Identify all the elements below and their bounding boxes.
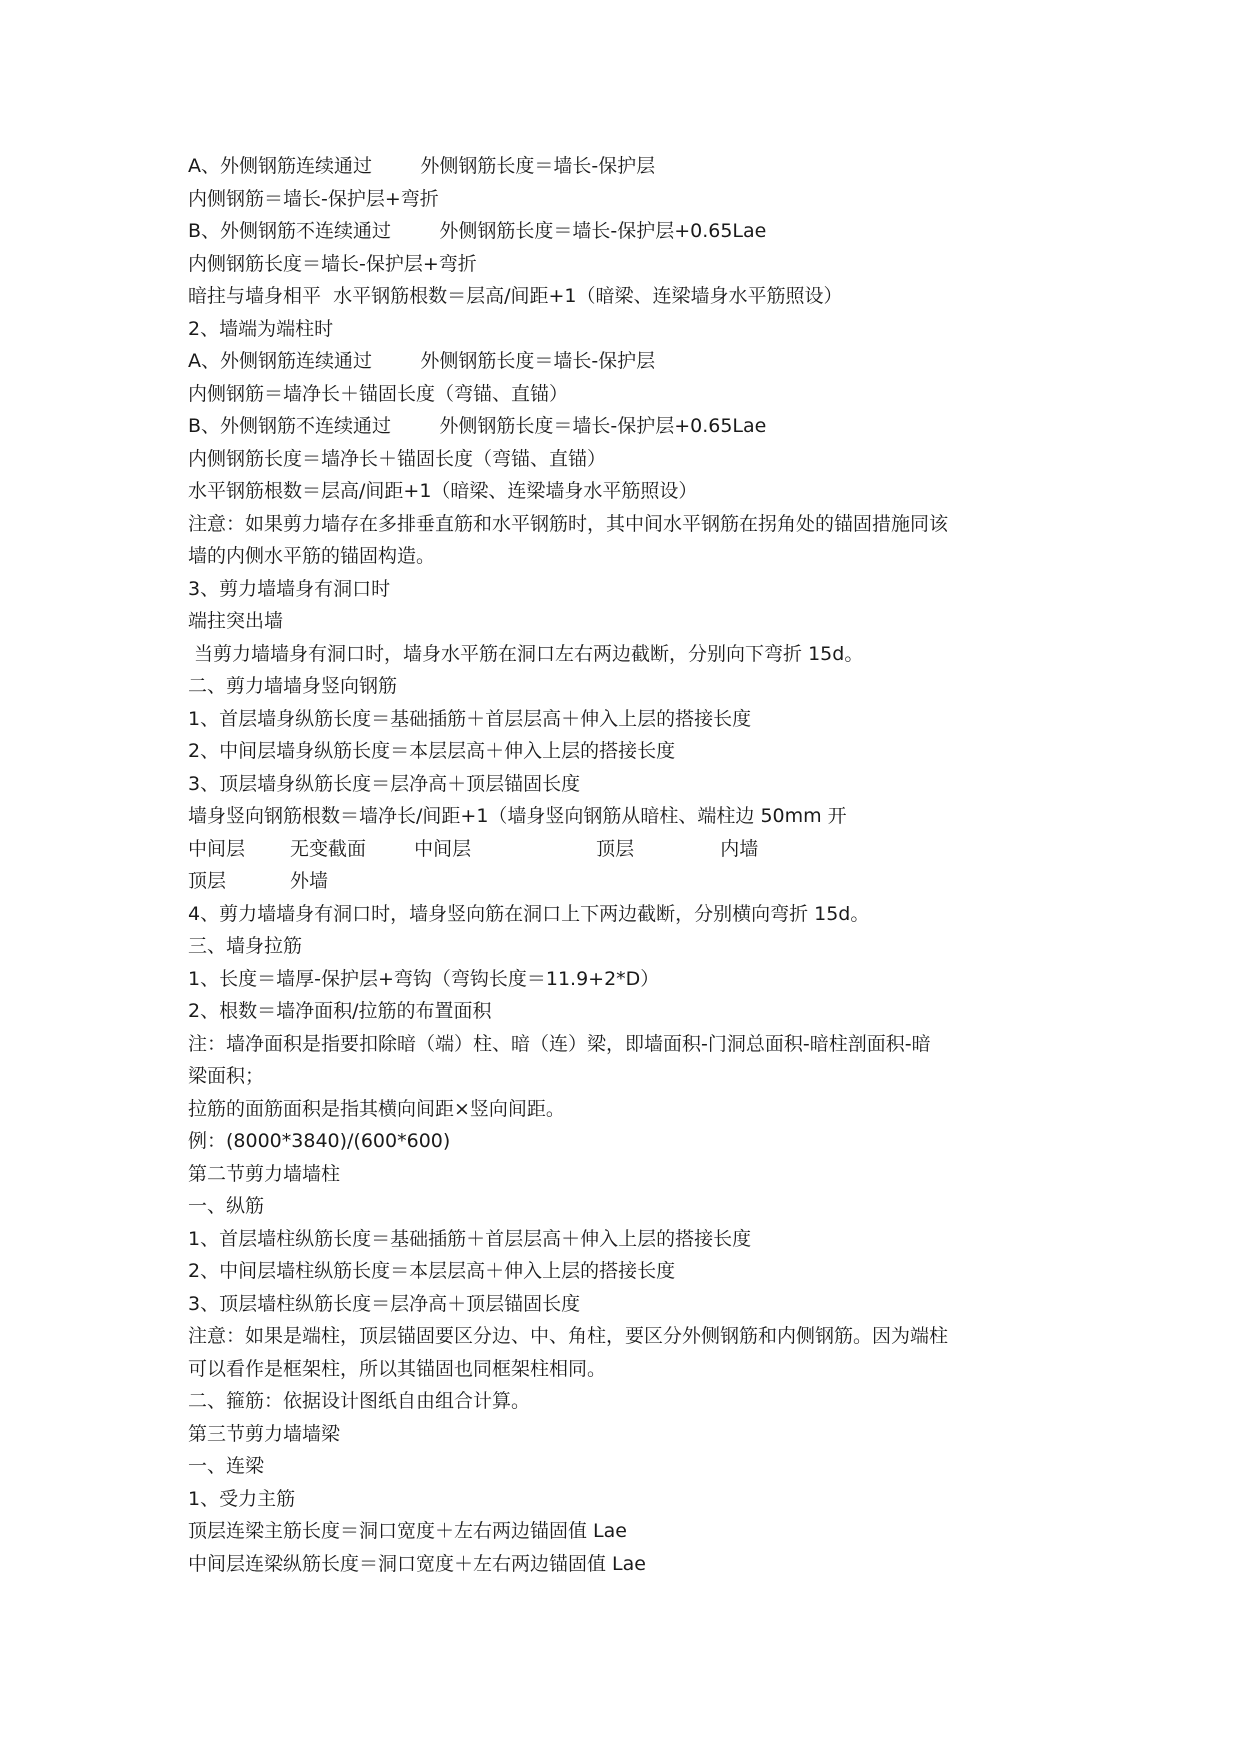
- figure-label: 外墙: [290, 870, 329, 892]
- text-line: 注意：如果是端柱，顶层锚固要区分边、中、角柱，要区分外侧钢筋和内侧钢筋。因为端柱: [188, 1325, 949, 1347]
- text-line: 当剪力墙墙身有洞口时，墙身水平筋在洞口左右两边截断，分别向下弯折 15d。: [188, 642, 864, 665]
- text-line: 2、根数＝墙净面积/拉筋的布置面积: [188, 1000, 492, 1022]
- text-line: B、外侧钢筋不连续通过 外侧钢筋长度＝墙长-保护层+0.65Lae: [188, 220, 767, 242]
- figure-label: 中间层: [414, 837, 472, 860]
- text-line: 内侧钢筋＝墙净长＋锚固长度（弯锚、直锚）: [188, 382, 569, 405]
- text-line: 内侧钢筋＝墙长-保护层+弯折: [188, 187, 439, 210]
- text-line: 1、受力主筋: [188, 1487, 296, 1510]
- figure-label: 顶层: [188, 870, 227, 892]
- figure-label: 无变截面: [290, 837, 367, 860]
- text-line: 3、顶层墙身纵筋长度＝层净高＋顶层锚固长度: [188, 772, 581, 795]
- text-line: 1、长度＝墙厚-保护层+弯钩（弯钩长度＝11.9+2*D）: [188, 967, 660, 990]
- text-line: 水平钢筋根数＝层高/间距+1（暗梁、连梁墙身水平筋照设）: [188, 480, 698, 502]
- text-line: 中间层连梁纵筋长度＝洞口宽度＋左右两边锚固值 Lae: [188, 1552, 646, 1575]
- text-line: 4、剪力墙墙身有洞口时，墙身竖向筋在洞口上下两边截断，分别横向弯折 15d。: [188, 902, 870, 925]
- text-line: 2、中间层墙柱纵筋长度＝本层层高＋伸入上层的搭接长度: [188, 1260, 676, 1282]
- text-line: 墙身竖向钢筋根数＝墙净长/间距+1（墙身竖向钢筋从暗柱、端柱边 50mm 开: [188, 805, 847, 827]
- text-line: 注意：如果剪力墙存在多排垂直筋和水平钢筋时，其中间水平钢筋在拐角处的锚固措施同该: [188, 512, 949, 535]
- text-line: 1、首层墙柱纵筋长度＝基础插筋＋首层层高＋伸入上层的搭接长度: [188, 1227, 752, 1250]
- figure-label: 中间层: [188, 837, 246, 860]
- text-line: A、外侧钢筋连续通过 外侧钢筋长度＝墙长-保护层: [188, 155, 656, 177]
- section-heading: 第二节剪力墙墙柱: [188, 1162, 341, 1185]
- figure-label: 顶层: [596, 837, 635, 860]
- text-line: 墙的内侧水平筋的锚固构造。: [188, 545, 436, 567]
- text-line: A、外侧钢筋连续通过 外侧钢筋长度＝墙长-保护层: [188, 350, 656, 372]
- text-line: 注：墙净面积是指要扣除暗（端）柱、暗（连）梁，即墙面积-门洞总面积-暗柱剖面积-暗: [188, 1032, 931, 1055]
- text-line: 一、纵筋: [188, 1195, 265, 1217]
- text-line: 例：(8000*3840)/(600*600): [188, 1130, 451, 1152]
- text-line: 拉筋的面筋面积是指其横向间距×竖向间距。: [188, 1097, 565, 1120]
- text-line: 可以看作是框架柱，所以其锚固也同框架柱相同。: [188, 1357, 607, 1380]
- text-line: 3、剪力墙墙身有洞口时: [188, 577, 391, 600]
- text-line: 1、首层墙身纵筋长度＝基础插筋＋首层层高＋伸入上层的搭接长度: [188, 707, 752, 730]
- text-line: 端拄突出墙: [188, 610, 284, 632]
- text-line: 内侧钢筋长度＝墙净长＋锚固长度（弯锚、直锚）: [188, 447, 607, 470]
- figure-label: 内墙: [720, 837, 759, 860]
- figure-label-row: [188, 865, 1068, 898]
- text-line: 三、墙身拉筋: [188, 935, 303, 957]
- text-line: 3、顶层墙柱纵筋长度＝层净高＋顶层锚固长度: [188, 1292, 581, 1315]
- text-line: 2、墙端为端柱时: [188, 317, 334, 340]
- document-body: [188, 150, 1068, 1580]
- figure-label-row: [188, 833, 1068, 866]
- text-line: B、外侧钢筋不连续通过 外侧钢筋长度＝墙长-保护层+0.65Lae: [188, 415, 767, 437]
- text-line: 2、中间层墙身纵筋长度＝本层层高＋伸入上层的搭接长度: [188, 740, 676, 762]
- text-line: 梁面积；: [188, 1065, 265, 1087]
- text-line: 二、剪力墙墙身竖向钢筋: [188, 675, 398, 697]
- text-line: 顶层连梁主筋长度＝洞口宽度＋左右两边锚固值 Lae: [188, 1520, 627, 1542]
- text-line: 一、连梁: [188, 1455, 265, 1477]
- text-line: 内侧钢筋长度＝墙长-保护层+弯折: [188, 252, 477, 275]
- section-heading: 第三节剪力墙墙梁: [188, 1422, 341, 1445]
- text-line: 二、箍筋：依据设计图纸自由组合计算。: [188, 1390, 531, 1412]
- text-line: 暗拄与墙身相平 水平钢筋根数＝层高/间距+1（暗梁、连梁墙身水平筋照设）: [188, 285, 843, 307]
